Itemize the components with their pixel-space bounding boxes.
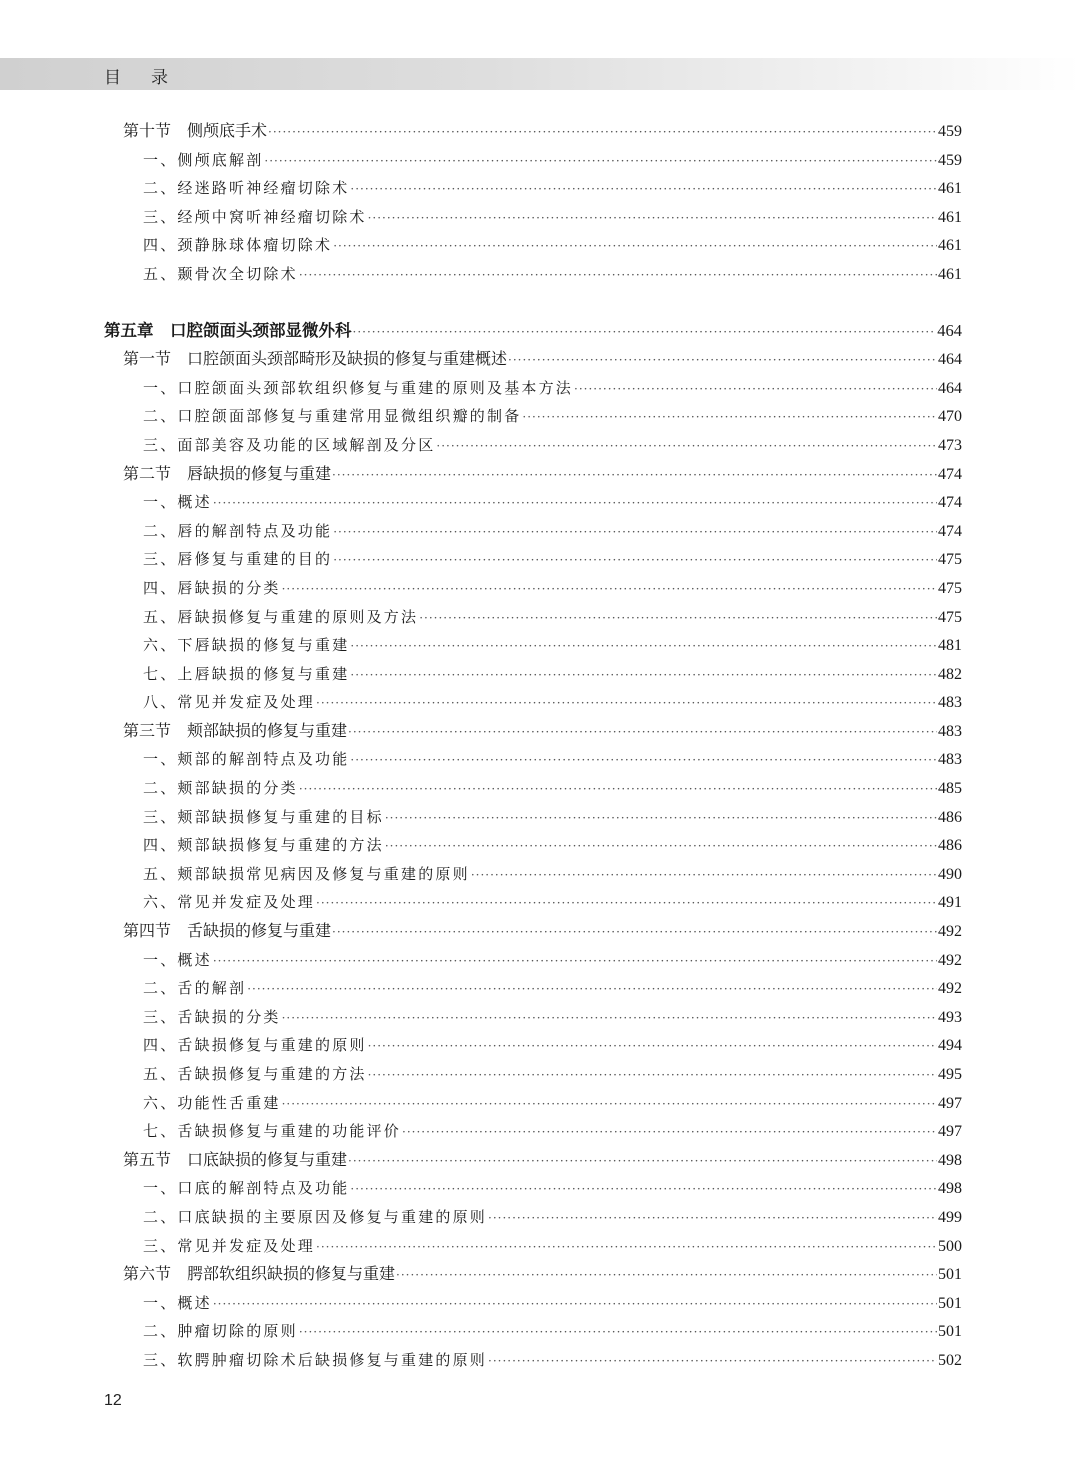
dot-leader — [348, 718, 937, 747]
toc-entry-title: 二、经迷路听神经瘤切除术 — [143, 179, 350, 198]
toc-item-row — [104, 260, 962, 289]
dot-leader — [368, 204, 937, 233]
dot-leader — [333, 518, 937, 547]
toc-entry-title: 三、常见并发症及处理 — [143, 1236, 316, 1255]
toc-entry-title: 二、颊部缺损的分类 — [143, 779, 298, 798]
dot-leader — [350, 632, 937, 661]
toc-spacer — [104, 289, 962, 317]
toc-entry-page: 491 — [938, 894, 962, 912]
toc-entry-page: 461 — [938, 265, 962, 283]
toc-item-row — [104, 1203, 962, 1232]
toc-item-row — [104, 1232, 962, 1261]
toc-item-row — [104, 174, 962, 203]
toc-entry-page: 497 — [938, 1123, 962, 1141]
dot-leader — [522, 403, 937, 432]
toc-entry-title: 六、下唇缺损的修复与重建 — [143, 636, 350, 655]
toc-item-row — [104, 1003, 962, 1032]
toc-item-row — [104, 1174, 962, 1203]
toc-entry-title: 五、颊部缺损常见病因及修复与重建的原则 — [143, 864, 470, 883]
toc-entry-page: 482 — [938, 665, 962, 683]
toc-item-row — [104, 1060, 962, 1089]
toc-entry-page: 492 — [938, 923, 962, 941]
toc-item-row — [104, 203, 962, 232]
dot-leader — [316, 689, 937, 718]
toc-entry-page: 498 — [938, 1151, 962, 1169]
toc-entry-title: 二、口腔颌面部修复与重建常用显微组织瓣的制备 — [143, 407, 522, 426]
toc-entry-page: 498 — [938, 1180, 962, 1198]
toc-entry-title: 第一节 口腔颌面头颈部畸形及缺损的修复与重建概述 — [123, 349, 508, 369]
toc-item-row — [104, 803, 962, 832]
toc-item-row — [104, 517, 962, 546]
toc-entry-title: 三、经颅中窝听神经瘤切除术 — [143, 207, 367, 226]
toc-entry-title: 第三节 颊部缺损的修复与重建 — [123, 720, 348, 740]
dot-leader — [385, 804, 937, 833]
dot-leader — [368, 1061, 937, 1090]
toc-entry-page: 461 — [938, 237, 962, 255]
dot-leader — [213, 489, 937, 518]
toc-entry-title: 第十节 侧颅底手术 — [123, 121, 268, 140]
dot-leader — [333, 232, 937, 261]
toc-item-row — [104, 688, 962, 717]
dot-leader — [353, 318, 937, 347]
toc-entry-page: 474 — [938, 465, 962, 483]
dot-leader — [471, 861, 937, 890]
toc-item-row — [104, 402, 962, 431]
toc-entry-title: 七、舌缺损修复与重建的功能评价 — [143, 1122, 402, 1141]
dot-leader — [268, 118, 937, 147]
toc-item-row — [104, 374, 962, 403]
toc-entry-title: 三、唇修复与重建的目的 — [143, 550, 333, 569]
toc-chapter-row — [104, 317, 962, 346]
dot-leader — [574, 375, 937, 404]
toc-entry-title: 五、唇缺损修复与重建的原则及方法 — [143, 607, 419, 626]
toc-entry-title: 一、侧颅底解剖 — [143, 150, 264, 169]
dot-leader — [402, 1118, 937, 1147]
toc-entry-page: 497 — [938, 1094, 962, 1112]
dot-leader — [350, 746, 937, 775]
toc-entry-title: 三、软腭肿瘤切除术后缺损修复与重建的原则 — [143, 1350, 488, 1369]
toc-entry-page: 474 — [938, 494, 962, 512]
toc-entry-page: 483 — [938, 694, 962, 712]
toc-entry-page: 486 — [938, 837, 962, 855]
toc-entry-title: 三、颊部缺损修复与重建的目标 — [143, 807, 384, 826]
dot-leader — [213, 1290, 937, 1319]
toc-entry-title: 第五节 口底缺损的修复与重建 — [123, 1149, 348, 1169]
toc-entry-page: 495 — [938, 1066, 962, 1083]
dot-leader — [332, 461, 937, 490]
dot-leader — [508, 346, 937, 375]
toc-item-row — [104, 231, 962, 260]
toc-entry-title: 二、肿瘤切除的原则 — [143, 1322, 298, 1341]
dot-leader — [419, 604, 937, 633]
toc-entry-title: 二、舌的解剖 — [143, 979, 247, 998]
dot-leader — [436, 432, 937, 461]
toc-entry-page: 461 — [938, 180, 962, 198]
dot-leader — [396, 1261, 937, 1290]
toc-entry-page: 493 — [938, 1008, 962, 1026]
toc-entry-title: 六、常见并发症及处理 — [143, 893, 316, 912]
dot-leader — [488, 1347, 937, 1376]
dot-leader — [299, 261, 937, 290]
toc-entry-page: 475 — [938, 608, 962, 626]
dot-leader — [316, 1233, 937, 1262]
toc-entry-title: 第六节 腭部软组织缺损的修复与重建 — [123, 1264, 396, 1284]
toc-item-row — [104, 974, 962, 1003]
toc-entry-title: 六、功能性舌重建 — [143, 1093, 281, 1112]
toc-item-row — [104, 574, 962, 603]
toc-entry-title: 第四节 舌缺损的修复与重建 — [123, 921, 332, 941]
toc-entry-page: 499 — [938, 1208, 962, 1226]
toc-item-row — [104, 888, 962, 917]
toc-item-row — [104, 1289, 962, 1318]
toc-entry-title: 四、唇缺损的分类 — [143, 578, 281, 597]
dot-leader — [350, 175, 937, 204]
toc-section-row — [104, 460, 962, 489]
toc-section-row — [104, 1260, 962, 1289]
dot-leader — [316, 889, 937, 918]
toc-entry-page: 490 — [938, 865, 962, 883]
toc-section-row — [104, 917, 962, 946]
toc-entry-page: 459 — [938, 123, 962, 140]
table-of-contents — [104, 117, 962, 1375]
toc-item-row — [104, 545, 962, 574]
toc-item-row — [104, 431, 962, 460]
toc-section-row — [104, 1146, 962, 1175]
toc-item-row — [104, 146, 962, 175]
dot-leader — [350, 661, 937, 690]
toc-entry-title: 第五章 口腔颌面头颈部显微外科 — [104, 320, 352, 340]
toc-item-row — [104, 831, 962, 860]
toc-entry-page: 464 — [937, 320, 962, 340]
toc-section-row — [104, 345, 962, 374]
toc-entry-title: 四、颊部缺损修复与重建的方法 — [143, 836, 384, 855]
toc-item-row — [104, 1031, 962, 1060]
toc-entry-page: 492 — [938, 951, 962, 969]
dot-leader — [348, 1147, 937, 1176]
toc-entry-page: 464 — [938, 379, 962, 397]
toc-entry-page: 459 — [938, 151, 962, 169]
toc-entry-title: 七、上唇缺损的修复与重建 — [143, 664, 350, 683]
dot-leader — [282, 1090, 937, 1119]
toc-entry-page: 485 — [938, 780, 962, 798]
toc-entry-title: 四、颈静脉球体瘤切除术 — [143, 236, 333, 255]
toc-entry-page: 483 — [938, 751, 962, 769]
toc-entry-title: 一、颊部的解剖特点及功能 — [143, 750, 350, 769]
dot-leader — [299, 775, 937, 804]
running-header-title: 目录 — [104, 68, 198, 88]
toc-entry-title: 三、舌缺损的分类 — [143, 1007, 281, 1026]
toc-entry-page: 486 — [938, 808, 962, 826]
toc-item-row — [104, 631, 962, 660]
toc-entry-page: 461 — [938, 208, 962, 226]
page-number: 12 — [104, 1392, 122, 1409]
toc-entry-title: 二、唇的解剖特点及功能 — [143, 521, 333, 540]
dot-leader — [350, 1175, 937, 1204]
toc-item-row — [104, 946, 962, 975]
toc-entry-title: 四、舌缺损修复与重建的原则 — [143, 1036, 367, 1055]
dot-leader — [247, 975, 937, 1004]
toc-entry-title: 一、概述 — [143, 1293, 212, 1312]
toc-item-row — [104, 1317, 962, 1346]
toc-entry-page: 492 — [938, 980, 962, 998]
toc-item-row — [104, 1346, 962, 1375]
toc-entry-page: 475 — [938, 579, 962, 597]
dot-leader — [333, 546, 937, 575]
dot-leader — [488, 1204, 937, 1233]
toc-entry-title: 三、面部美容及功能的区域解剖及分区 — [143, 435, 436, 454]
toc-entry-page: 473 — [938, 436, 962, 454]
toc-entry-title: 二、口底缺损的主要原因及修复与重建的原则 — [143, 1207, 488, 1226]
dot-leader — [299, 1318, 937, 1347]
toc-entry-page: 501 — [938, 1294, 962, 1312]
toc-entry-title: 五、舌缺损修复与重建的方法 — [143, 1065, 367, 1083]
toc-entry-page: 470 — [938, 408, 962, 426]
dot-leader — [332, 918, 937, 947]
toc-entry-page: 501 — [938, 1323, 962, 1341]
toc-entry-title: 一、概述 — [143, 493, 212, 512]
toc-entry-page: 483 — [938, 722, 962, 740]
dot-leader — [282, 575, 937, 604]
toc-item-row — [104, 660, 962, 689]
toc-section-row — [104, 717, 962, 746]
toc-section-row — [104, 117, 962, 146]
toc-item-row — [104, 488, 962, 517]
dot-leader — [385, 832, 937, 861]
toc-entry-page: 494 — [938, 1037, 962, 1055]
toc-entry-title: 一、口底的解剖特点及功能 — [143, 1179, 350, 1198]
toc-item-row — [104, 745, 962, 774]
toc-entry-title: 五、颞骨次全切除术 — [143, 264, 298, 283]
toc-entry-page: 475 — [938, 551, 962, 569]
toc-entry-title: 八、常见并发症及处理 — [143, 693, 316, 712]
toc-item-row — [104, 860, 962, 889]
toc-entry-title: 一、概述 — [143, 950, 212, 969]
toc-entry-page: 501 — [938, 1266, 962, 1284]
toc-entry-title: 一、口腔颌面头颈部软组织修复与重建的原则及基本方法 — [143, 378, 574, 397]
toc-entry-page: 502 — [938, 1351, 962, 1369]
dot-leader — [282, 1004, 937, 1033]
dot-leader — [368, 1032, 937, 1061]
toc-item-row — [104, 603, 962, 632]
dot-leader — [264, 147, 937, 176]
toc-entry-page: 464 — [938, 351, 962, 369]
toc-item-row — [104, 1117, 962, 1146]
toc-entry-page: 500 — [938, 1237, 962, 1255]
toc-entry-title: 第二节 唇缺损的修复与重建 — [123, 463, 332, 483]
dot-leader — [213, 947, 937, 976]
toc-entry-page: 481 — [938, 637, 962, 655]
toc-item-row — [104, 774, 962, 803]
toc-entry-page: 474 — [938, 522, 962, 540]
toc-item-row — [104, 1089, 962, 1118]
